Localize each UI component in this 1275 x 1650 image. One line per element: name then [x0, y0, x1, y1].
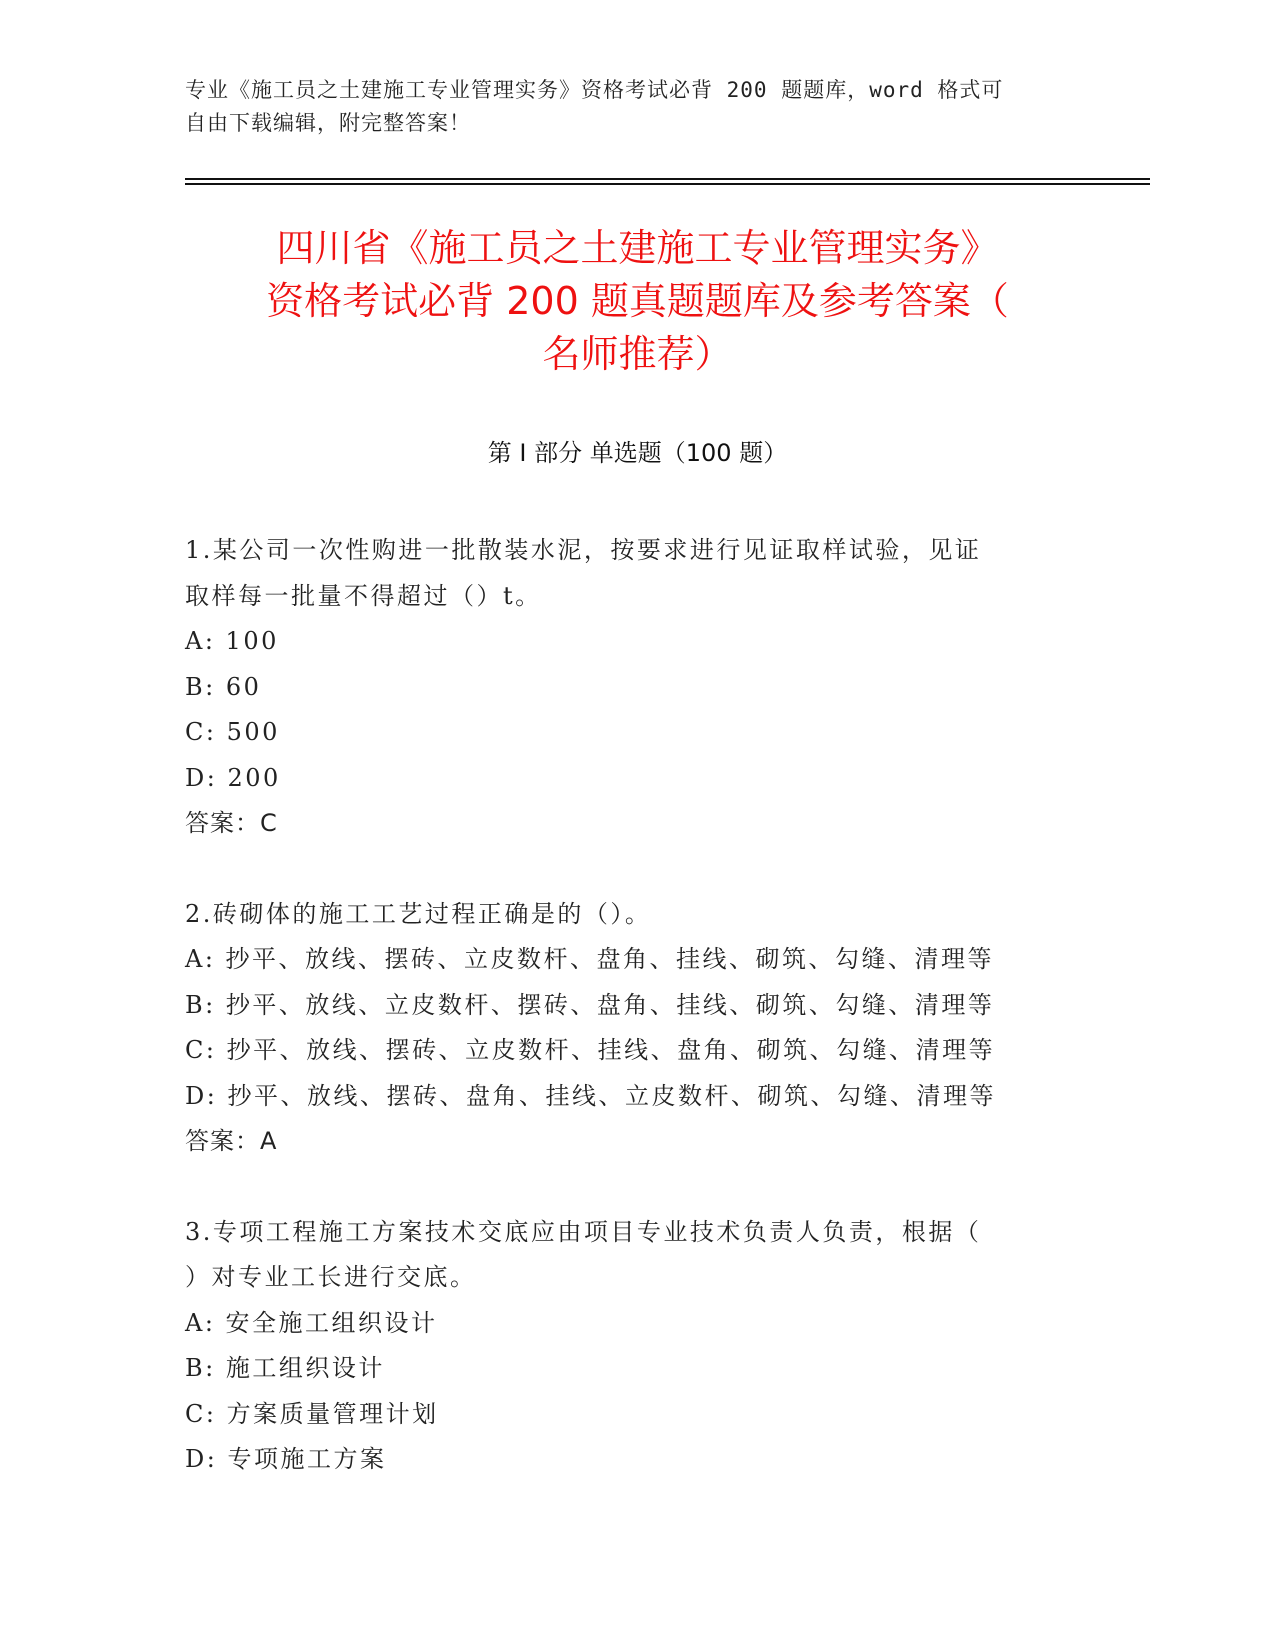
question-3-option-b: B: 施工组织设计: [185, 1354, 385, 1382]
question-3-option-d: D: 专项施工方案: [185, 1445, 387, 1473]
question-3: [185, 1210, 1090, 1483]
question-1-option-c: C: 500: [185, 718, 280, 746]
question-3-stem-line-1: 3.专项工程施工方案技术交底应由项目专业技术负责人负责，根据（: [185, 1217, 982, 1246]
header-note-line-1: 专业《施工员之土建施工专业管理实务》资格考试必背 200 题题库，word 格式可: [185, 78, 1004, 102]
question-2-option-a: A: 抄平、放线、摆砖、立皮数杆、盘角、挂线、砌筑、勾缝、清理等: [185, 945, 995, 973]
question-1-option-a: A: 100: [185, 627, 279, 655]
question-1-option-d: D: 200: [185, 763, 281, 792]
header-divider-bottom: [185, 183, 1150, 185]
document-title-line-1: 四川省《施工员之土建施工专业管理实务》: [276, 226, 999, 270]
question-2-stem-line-1: 2.砖砌体的施工工艺过程正确是的（）。: [185, 899, 652, 928]
question-1-answer: 答案：C: [185, 809, 278, 837]
document-title: [185, 222, 1090, 381]
document-title-line-2: 资格考试必背 200 题真题题库及参考答案（: [266, 279, 1009, 323]
document-header-note: [185, 74, 1085, 140]
question-3-option-a: A: 安全施工组织设计: [185, 1308, 438, 1337]
question-3-option-c: C: 方案质量管理计划: [185, 1399, 439, 1428]
question-1-stem-line-1: 1.某公司一次性购进一批散装水泥，按要求进行见证取样试验，见证: [185, 536, 982, 564]
question-2-option-d: D: 抄平、放线、摆砖、盘角、挂线、立皮数杆、砌筑、勾缝、清理等: [185, 1081, 996, 1110]
question-2-option-c: C: 抄平、放线、摆砖、立皮数杆、挂线、盘角、砌筑、勾缝、清理等: [185, 1036, 996, 1064]
question-list: [185, 528, 1090, 1528]
header-divider-top: [185, 178, 1150, 180]
document-title-line-3: 名师推荐）: [542, 332, 733, 376]
header-note-line-2: 自由下载编辑，附完整答案！: [185, 111, 471, 135]
question-1-option-b: B: 60: [185, 672, 262, 701]
question-2-answer: 答案：A: [185, 1127, 278, 1155]
section-title: 第 I 部分 单选题（100 题）: [487, 439, 788, 467]
question-2: [185, 892, 1090, 1165]
question-2-option-b: B: 抄平、放线、立皮数杆、摆砖、盘角、挂线、砌筑、勾缝、清理等: [185, 990, 995, 1019]
question-3-stem-line-2: ）对专业工长进行交底。: [185, 1263, 477, 1291]
question-1: [185, 528, 1090, 847]
question-1-stem-line-2: 取样每一批量不得超过（）t。: [185, 581, 542, 610]
